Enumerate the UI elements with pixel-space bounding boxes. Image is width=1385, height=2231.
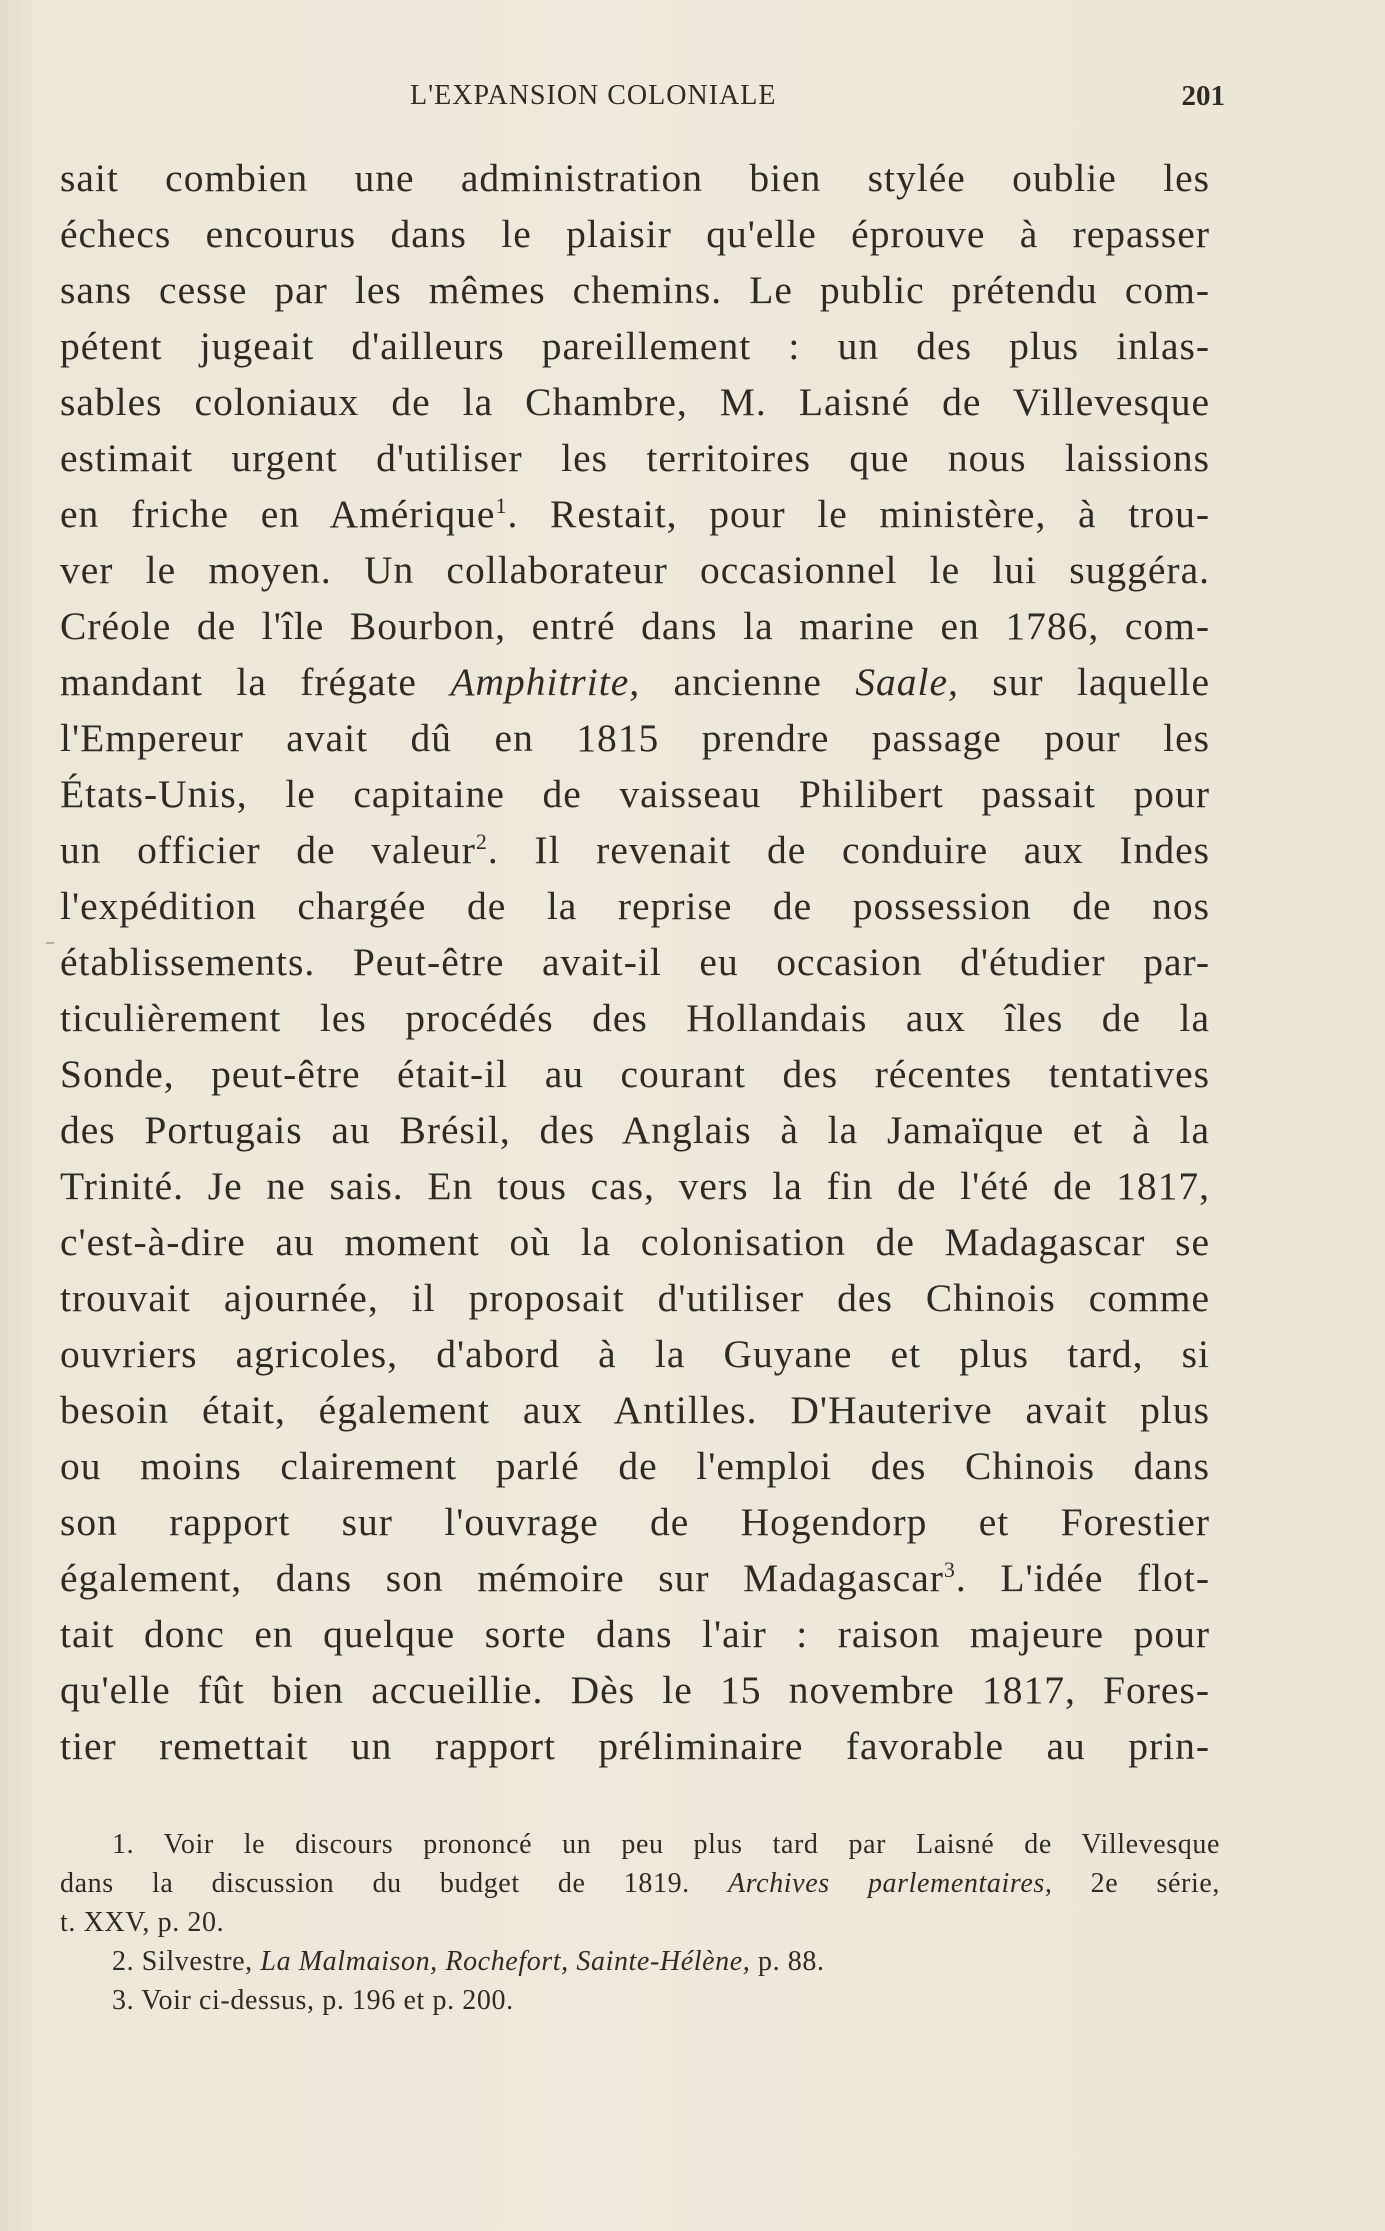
- body-line: établissements. Peut-être avait-il eu occasion d'étudier par-: [60, 940, 1210, 984]
- body-line: tait donc en quelque sorte dans l'air : raison majeure pour: [60, 1612, 1210, 1656]
- body-line-text: . Il revenait de conduire aux Indes: [487, 828, 1210, 872]
- footnote-title: Archives parlementaires,: [728, 1868, 1053, 1899]
- body-line-text: . Restait, pour le ministère, à trou-: [507, 492, 1210, 536]
- ship-name-saale: Saale,: [855, 660, 959, 704]
- body-line: ou moins clairement parlé de l'emploi des Chinois dans: [60, 1444, 1210, 1488]
- body-line: pétent jugeait d'ailleurs pareillement : un des plus inlas-: [60, 324, 1210, 368]
- margin-mark: [46, 942, 54, 944]
- page-number: 201: [1181, 80, 1225, 112]
- footnote-1-cont: t. XXV, p. 20.: [60, 1907, 225, 1938]
- footnote-1-cont: [60, 1864, 1220, 1903]
- footnote-text: p. 88.: [750, 1946, 825, 1977]
- footnote-marker-2: 2: [475, 828, 488, 854]
- body-line: échecs encourus dans le plaisir qu'elle éprouve à repasser: [60, 212, 1210, 256]
- body-line: tier remettait un rapport préliminaire favorable au prin-: [60, 1724, 1210, 1768]
- body-line: [60, 654, 1210, 710]
- body-line-text: ancienne: [640, 660, 856, 704]
- footnote-3: 3. Voir ci-dessus, p. 196 et p. 200.: [112, 1985, 514, 2016]
- footnote-1: 1. Voir le discours prononcé un peu plus tard par Laisné de Villevesque: [112, 1829, 1220, 1860]
- body-line: c'est-à-dire au moment où la colonisation de Madagascar se: [60, 1220, 1210, 1264]
- body-line: l'Empereur avait dû en 1815 prendre passage pour les: [60, 716, 1210, 760]
- body-line: Créole de l'île Bourbon, entré dans la marine en 1786, com-: [60, 604, 1210, 648]
- ship-name-amphitrite: Amphitrite,: [450, 660, 641, 704]
- body-line: [60, 1550, 1210, 1606]
- footnote-marker-1: 1: [495, 492, 508, 518]
- body-line-text: . L'idée flot-: [955, 1556, 1210, 1600]
- body-line: ticulièrement les procédés des Hollandais aux îles de la: [60, 996, 1210, 1040]
- footnote-title: La Malmaison, Rochefort, Sainte-Hélène,: [260, 1946, 751, 1977]
- body-line: [60, 486, 1210, 542]
- body-line: sait combien une administration bien stylée oublie les: [60, 156, 1210, 200]
- body-line: qu'elle fût bien accueillie. Dès le 15 novembre 1817, Fores-: [60, 1668, 1210, 1712]
- body-line: [60, 822, 1210, 878]
- footnote-marker-3: 3: [943, 1556, 956, 1582]
- body-line: ver le moyen. Un collaborateur occasionnel le lui suggéra.: [60, 548, 1210, 592]
- footnote-text: dans la discussion du budget de 1819.: [60, 1868, 729, 1899]
- footnote-2: [60, 1942, 1220, 1981]
- body-line-text: sur laquelle: [958, 660, 1210, 704]
- body-line: sans cesse par les mêmes chemins. Le public prétendu com-: [60, 268, 1210, 312]
- body-line-text: un officier de valeur: [60, 828, 476, 872]
- running-head: L'EXPANSION COLONIALE: [410, 80, 777, 111]
- body-line: ouvriers agricoles, d'abord à la Guyane et plus tard, si: [60, 1332, 1210, 1376]
- footnotes: [60, 1825, 1220, 2020]
- footnote-text: 2e série,: [1052, 1868, 1220, 1899]
- body-text: [60, 150, 1210, 1774]
- body-line: États-Unis, le capitaine de vaisseau Philibert passait pour: [60, 772, 1210, 816]
- body-line: estimait urgent d'utiliser les territoires que nous laissions: [60, 436, 1210, 480]
- body-line-text: mandant la frégate: [60, 660, 417, 704]
- body-line-text: en friche en Amérique: [60, 492, 496, 536]
- body-line: Sonde, peut-être était-il au courant des récentes tentatives: [60, 1052, 1210, 1096]
- body-line: sables coloniaux de la Chambre, M. Laisné de Villevesque: [60, 380, 1210, 424]
- body-line: trouvait ajournée, il proposait d'utiliser des Chinois comme: [60, 1276, 1210, 1320]
- body-line-text: également, dans son mémoire sur Madagascar: [60, 1556, 944, 1600]
- body-line: l'expédition chargée de la reprise de possession de nos: [60, 884, 1210, 928]
- body-line: besoin était, également aux Antilles. D'Hauterive avait plus: [60, 1388, 1210, 1432]
- body-line: des Portugais au Brésil, des Anglais à la Jamaïque et à la: [60, 1108, 1210, 1152]
- footnote-text: 2. Silvestre,: [112, 1946, 261, 1977]
- page-header: [60, 80, 1225, 120]
- body-line: son rapport sur l'ouvrage de Hogendorp et Forestier: [60, 1500, 1210, 1544]
- body-line: Trinité. Je ne sais. En tous cas, vers la fin de l'été de 1817,: [60, 1164, 1210, 1208]
